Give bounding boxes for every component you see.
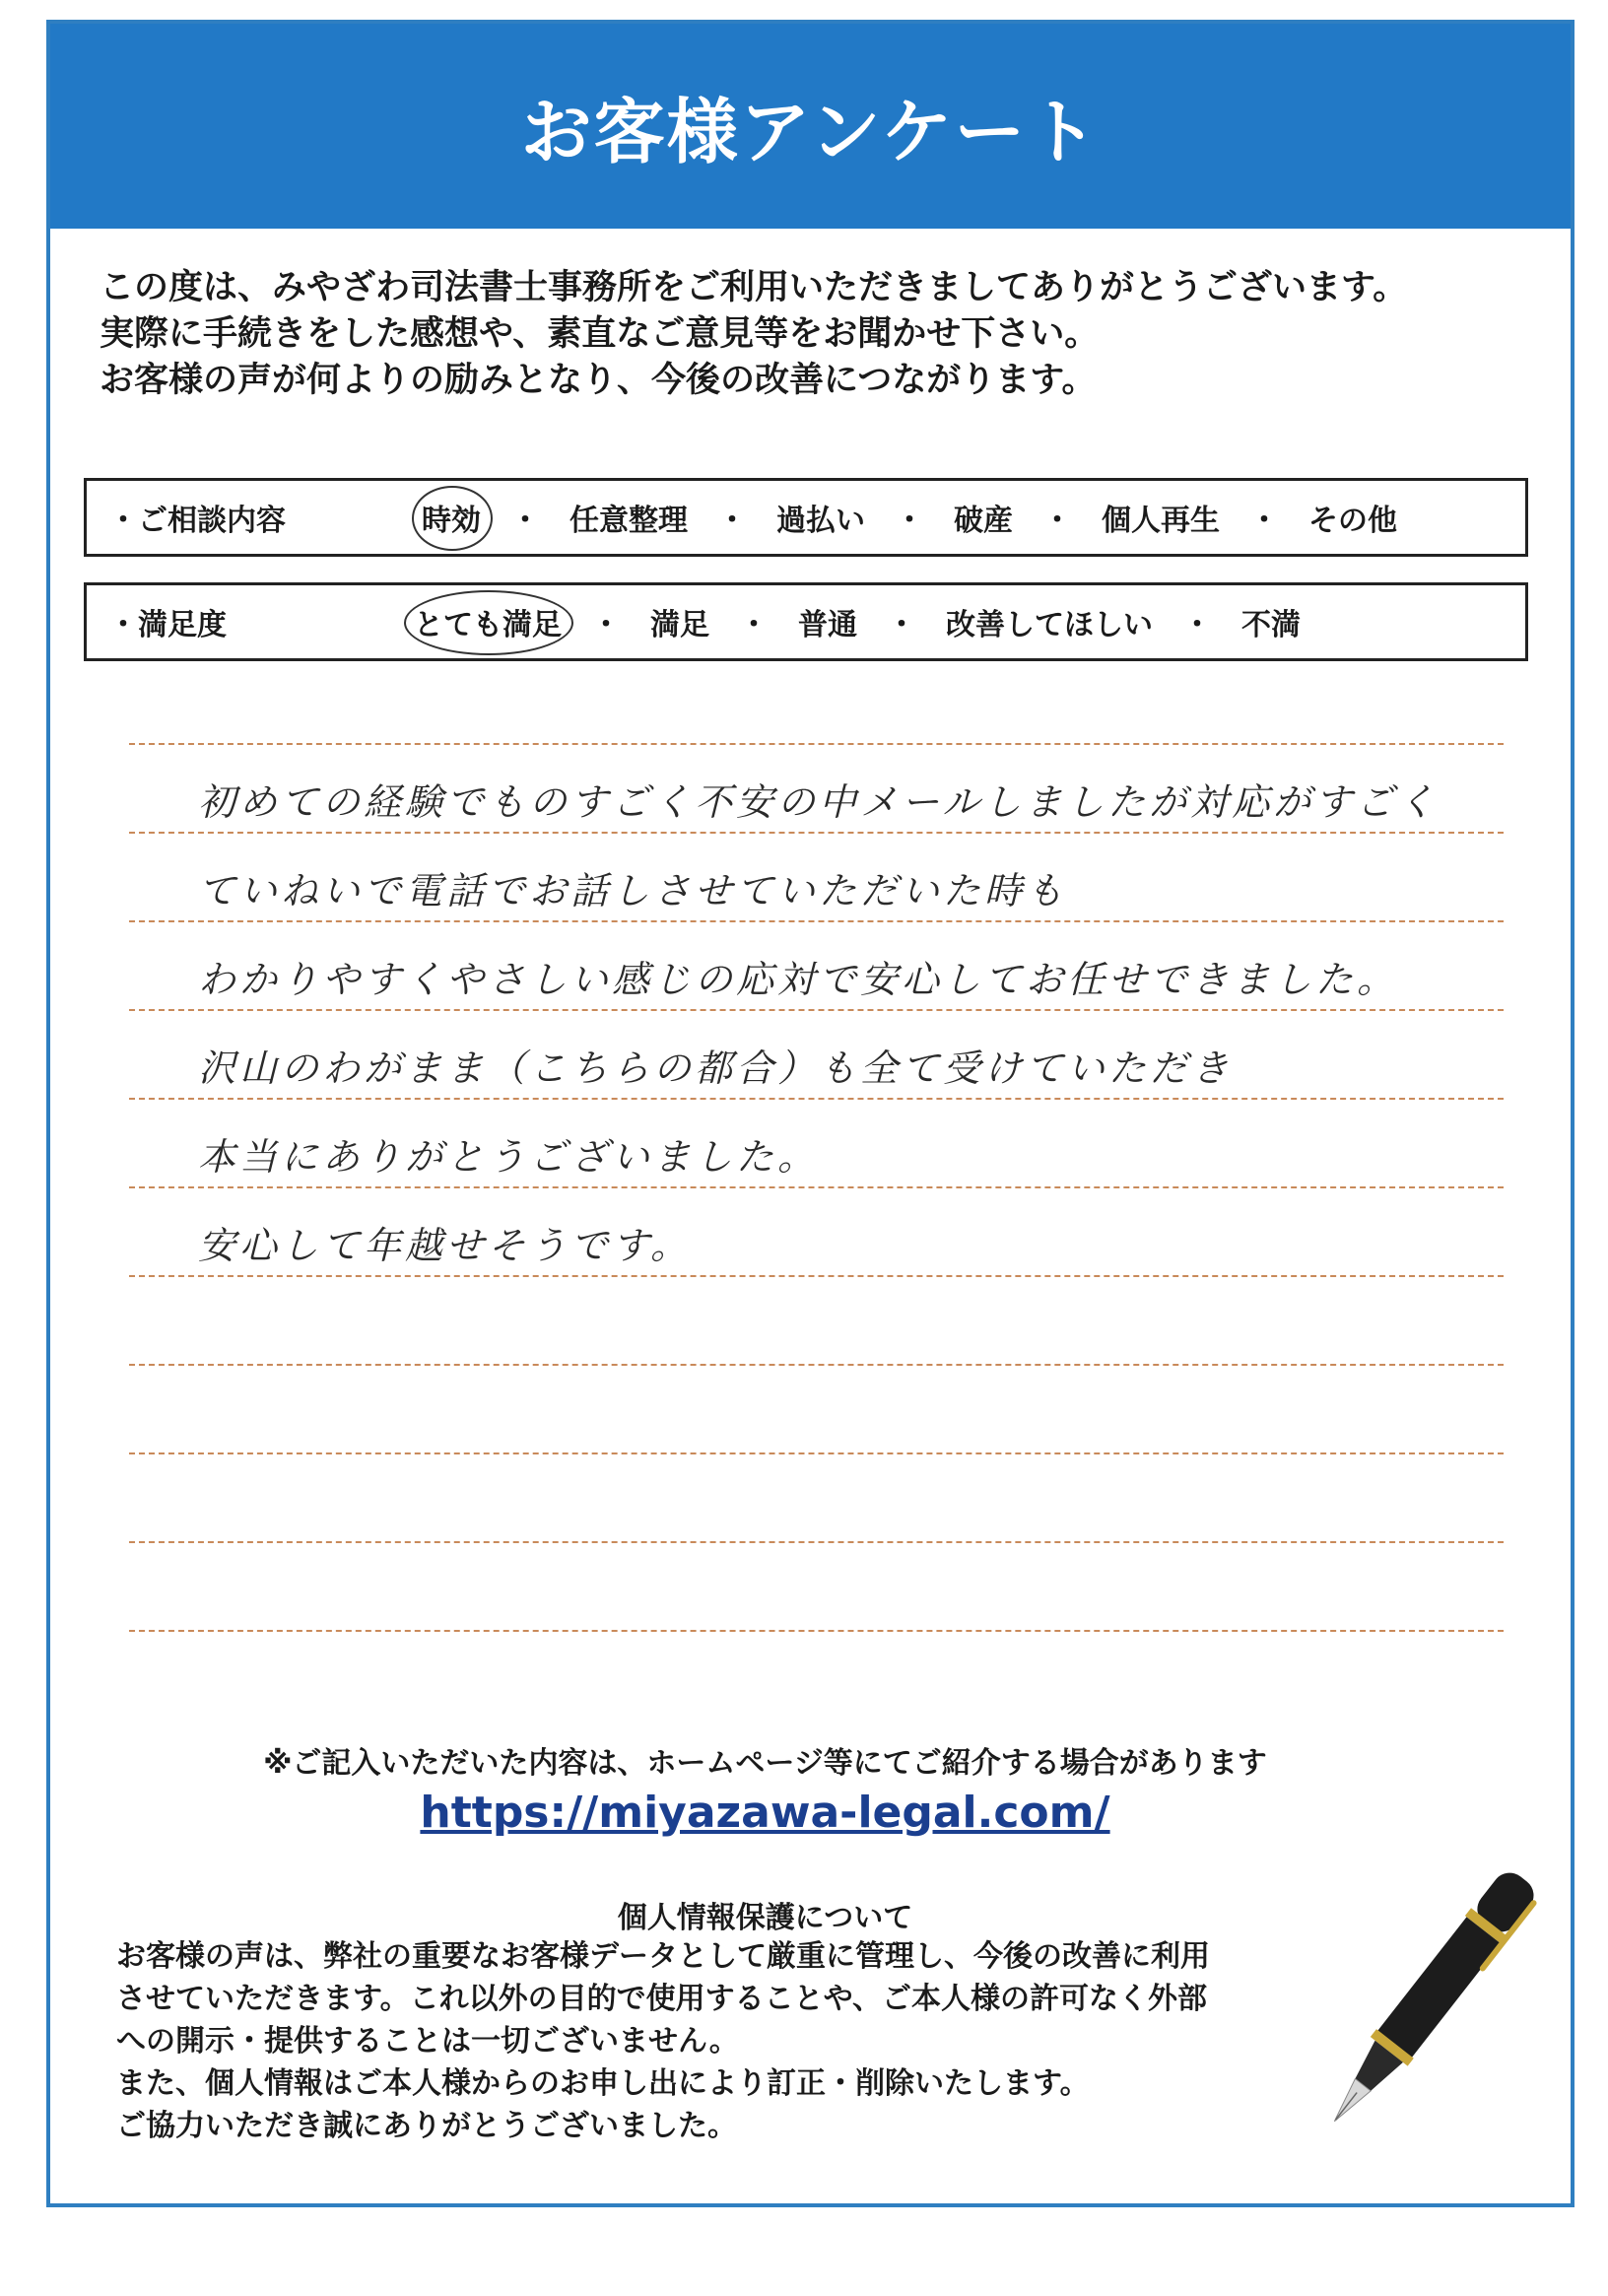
separator: ・ xyxy=(1182,608,1212,642)
page-title: お客様アンケート xyxy=(520,91,1101,173)
consultation-option-hasan[interactable]: 破産 xyxy=(954,504,1013,538)
comment-line xyxy=(129,1188,1504,1277)
privacy-text xyxy=(116,1935,1358,2147)
satisfaction-option-satisfied[interactable]: 満足 xyxy=(650,608,709,642)
consultation-option-kojin-saisei[interactable]: 個人再生 xyxy=(1102,504,1220,538)
satisfaction-option-needs-improvement[interactable]: 改善してほしい xyxy=(946,608,1153,642)
comment-text: ていねいで電話でお話しさせていただいた時も xyxy=(198,869,1068,912)
privacy-line: ご協力いただき誠にありがとうございました。 xyxy=(116,2109,737,2143)
privacy-title: 個人情報保護について xyxy=(617,1901,913,1935)
separator: ・ xyxy=(895,504,924,538)
intro-line: お客様の声が何よりの励みとなり、今後の改善につながります。 xyxy=(100,361,1097,400)
privacy-line: お客様の声は、弊社の重要なお客様データとして厳重に管理し、今後の改善に利用 xyxy=(116,1939,1210,1974)
comment-line xyxy=(129,1454,1504,1543)
survey-sheet xyxy=(46,20,1574,2207)
comment-line xyxy=(129,1100,1504,1188)
separator: ・ xyxy=(1042,504,1072,538)
separator: ・ xyxy=(717,504,747,538)
satisfaction-label: ・満足度 xyxy=(108,608,227,642)
header-banner xyxy=(50,24,1571,229)
consultation-option-kabarai[interactable]: 過払い xyxy=(776,504,865,538)
consultation-option-nini-seiri[interactable]: 任意整理 xyxy=(570,504,688,538)
separator: ・ xyxy=(510,504,540,538)
separator: ・ xyxy=(887,608,916,642)
privacy-line: また、個人情報はご本人様からのお申し出により訂正・削除いたします。 xyxy=(116,2066,1090,2101)
publication-notice: ※ご記入いただいた内容は、ホームページ等にてご紹介する場合があります xyxy=(263,1746,1267,1781)
comment-text: 安心して年越せそうです。 xyxy=(198,1224,692,1267)
comment-text: 本当にありがとうございました。 xyxy=(198,1135,820,1179)
consultation-option-jikou[interactable]: 時効 xyxy=(422,496,481,539)
comment-text: 沢山のわがまま（こちらの都合）も全て受けていただき xyxy=(198,1047,1234,1090)
comment-area[interactable] xyxy=(129,743,1504,1632)
intro-line: この度は、みやざわ司法書士事務所をご利用いただきましてありがとうございます。 xyxy=(100,268,1408,307)
satisfaction-row xyxy=(84,582,1528,661)
fountain-pen-icon xyxy=(1282,1837,1577,2162)
comment-text: わかりやすくやさしい感じの応対で安心してお任せできました。 xyxy=(198,958,1399,1001)
privacy-line: への開示・提供することは一切ございません。 xyxy=(116,2024,739,2059)
satisfaction-option-very-satisfied[interactable]: とても満足 xyxy=(414,600,562,643)
consultation-label: ・ご相談内容 xyxy=(108,504,286,538)
intro-text xyxy=(100,265,1538,404)
separator: ・ xyxy=(1249,504,1279,538)
comment-line xyxy=(129,1366,1504,1454)
satisfaction-options xyxy=(414,600,1301,643)
separator: ・ xyxy=(739,608,769,642)
comment-line xyxy=(129,1543,1504,1632)
comment-text: 初めての経験でものすごく不安の中メールしましたが対応がすごく xyxy=(198,780,1440,824)
comment-line xyxy=(129,834,1504,922)
intro-line: 実際に手続きをした感想や、素直なご意見等をお聞かせ下さい。 xyxy=(100,314,1100,354)
satisfaction-option-normal[interactable]: 普通 xyxy=(798,608,857,642)
separator: ・ xyxy=(591,608,621,642)
comment-line xyxy=(129,743,1504,834)
comment-line xyxy=(129,922,1504,1011)
consultation-options xyxy=(422,496,1397,539)
privacy-line: させていただきます。これ以外の目的で使用することや、ご本人様の許可なく外部 xyxy=(116,1982,1207,2016)
consultation-option-other[interactable]: その他 xyxy=(1308,504,1397,538)
consultation-row xyxy=(84,478,1528,557)
comment-line xyxy=(129,1011,1504,1100)
website-link[interactable]: https://miyazawa-legal.com/ xyxy=(420,1788,1110,1838)
comment-line xyxy=(129,1277,1504,1366)
satisfaction-option-dissatisfied[interactable]: 不満 xyxy=(1241,608,1301,642)
